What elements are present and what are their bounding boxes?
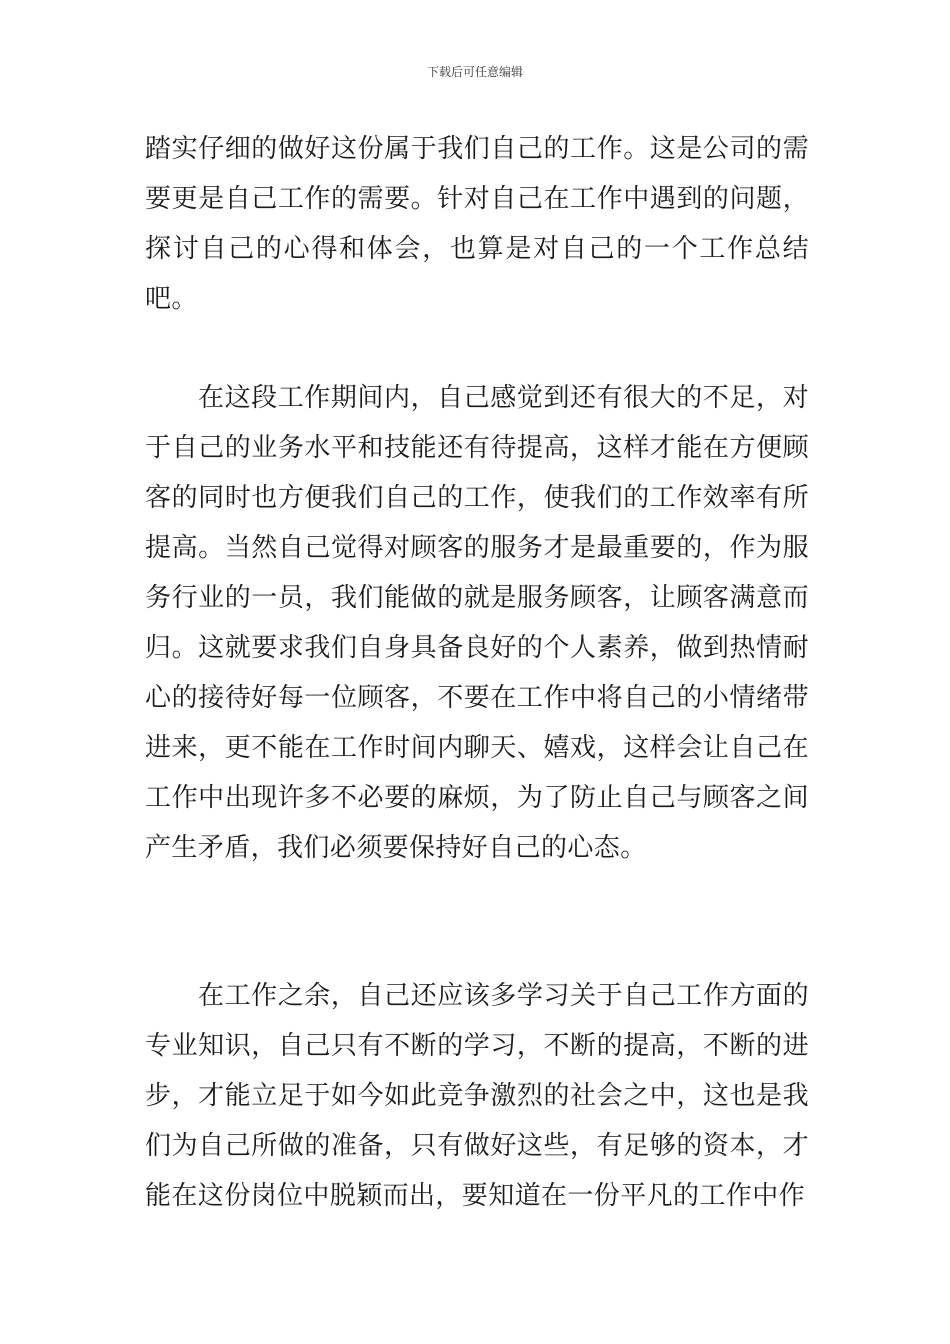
paragraph-continuation: 踏实仔细的做好这份属于我们自己的工作。这是公司的需要更是自己工作的需要。针对自己在工作中遇到的问题，探讨自己的心得和体会，也算是对自己的一个工作总结吧。 (145, 134, 809, 314)
paragraph-work-period: 在这段工作期间内，自己感觉到还有很大的不足，对于自己的业务水平和技能还有待提高，这样才能在方便顾客的同时也方便我们自己的工作，使我们的工作效率有所提高。当然自己觉得对顾客的服务才是最重要的，作为服务行业的一员，我们能做的就是服务顾客，让顾客满意而归。这就要求我们自身具备良好的个人素养，做到热情耐心的接待好每一位顾客，不要在工作中将自己的小情绪带进来，更不能在工作时间内聊天、嬉戏，这样会让自己在工作中出现许多不必要的麻烦，为了防止自己与顾客之间产生矛盾，我们必须要保持好自己的心态。 (145, 383, 809, 863)
page-header-note: 下载后可任意编辑 (426, 65, 523, 79)
paragraph-after-work: 在工作之余，自己还应该多学习关于自己工作方面的专业知识，自己只有不断的学习，不断的提高，不断的进步，才能立足于如今如此竞争激烈的社会之中，这也是我们为自己所做的准备，只有做好这些，有足够的资本，才能在这份岗位中脱颖而出，要知道在一份平凡的工作中作 (145, 981, 809, 1211)
